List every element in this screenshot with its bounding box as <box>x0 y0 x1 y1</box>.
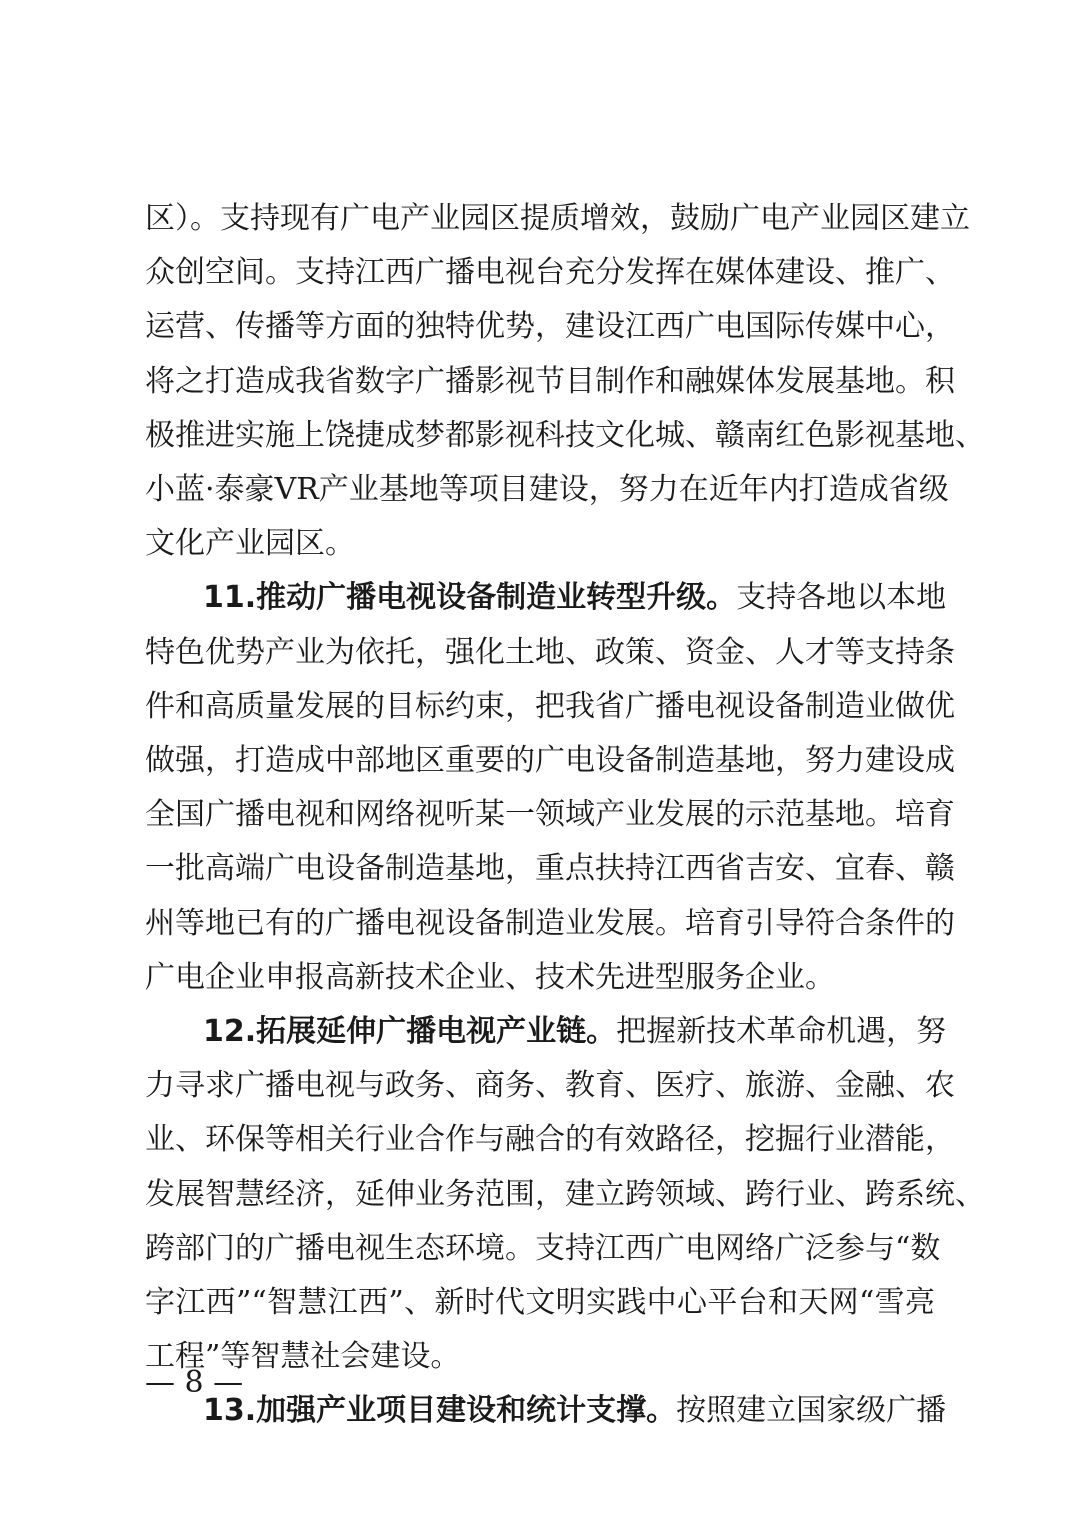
text-line <box>145 1384 947 1438</box>
section-heading-11: 11.推动广播电视设备制造业转型升级。 <box>203 580 737 616</box>
text-run: 把握新技术革命机遇，努 <box>616 1014 947 1050</box>
text-line: 件和高质量发展的目标约束，把我省广播电视设备制造业做优 <box>145 688 955 724</box>
text-run: 支持各地以本地 <box>736 580 947 616</box>
text-line: 广电企业申报高新技术企业、技术先进型服务企业。 <box>145 959 835 995</box>
text-line: 小蓝·泰豪VR产业基地等项目建设，努力在近年内打造成省级 <box>145 472 949 508</box>
paragraph-11 <box>145 571 955 1005</box>
text-line: 文化产业园区。 <box>145 526 355 562</box>
text-run: 按照建立国家级广播 <box>676 1393 947 1429</box>
text-line: 跨部门的广播电视生态环境。支持江西广电网络广泛参与“数 <box>145 1230 941 1266</box>
text-line: 特色优势产业为依托，强化土地、政策、资金、人才等支持条 <box>145 634 955 670</box>
text-line <box>145 1005 947 1059</box>
text-line <box>145 571 947 625</box>
text-line: 工程”等智慧社会建设。 <box>145 1339 461 1375</box>
text-line: 力寻求广播电视与政务、商务、教育、医疗、旅游、金融、农 <box>145 1068 955 1104</box>
text-line: 做强，打造成中部地区重要的广电设备制造基地，努力建设成 <box>145 743 955 779</box>
section-heading-13: 13.加强产业项目建设和统计支撑。 <box>203 1393 677 1429</box>
paragraph-continued <box>145 192 985 571</box>
page-number: — 8 — <box>145 1365 244 1400</box>
text-line: 全国广播电视和网络视听某一领域产业发展的示范基地。培育 <box>145 797 955 833</box>
paragraph-13 <box>145 1384 947 1438</box>
text-line: 一批高端广电设备制造基地，重点扶持江西省吉安、宜春、赣 <box>145 851 955 887</box>
text-line: 极推进实施上饶捷成梦都影视科技文化城、赣南红色影视基地、 <box>145 417 985 453</box>
text-line: 运营、传播等方面的独特优势，建设江西广电国际传媒中心， <box>145 309 955 345</box>
text-line: 区）。支持现有广电产业园区提质增效，鼓励广电产业园区建立 <box>145 201 970 236</box>
text-line: 州等地已有的广播电视设备制造业发展。培育引导符合条件的 <box>145 905 955 941</box>
text-line: 将之打造成我省数字广播影视节目制作和融媒体发展基地。积 <box>145 363 955 399</box>
paragraph-12 <box>145 1005 985 1384</box>
text-line: 字江西”“智慧江西”、新时代文明实践中心平台和天网“雪亮 <box>145 1285 935 1321</box>
text-line: 业、环保等相关行业合作与融合的有效路径，挖掘行业潜能， <box>145 1122 955 1158</box>
section-heading-12: 12.拓展延伸广播电视产业链。 <box>203 1014 617 1050</box>
text-line: 发展智慧经济，延伸业务范围，建立跨领域、跨行业、跨系统、 <box>145 1176 985 1212</box>
body-text <box>145 192 985 1439</box>
text-line: 众创空间。支持江西广播电视台充分发挥在媒体建设、推广、 <box>145 255 955 291</box>
